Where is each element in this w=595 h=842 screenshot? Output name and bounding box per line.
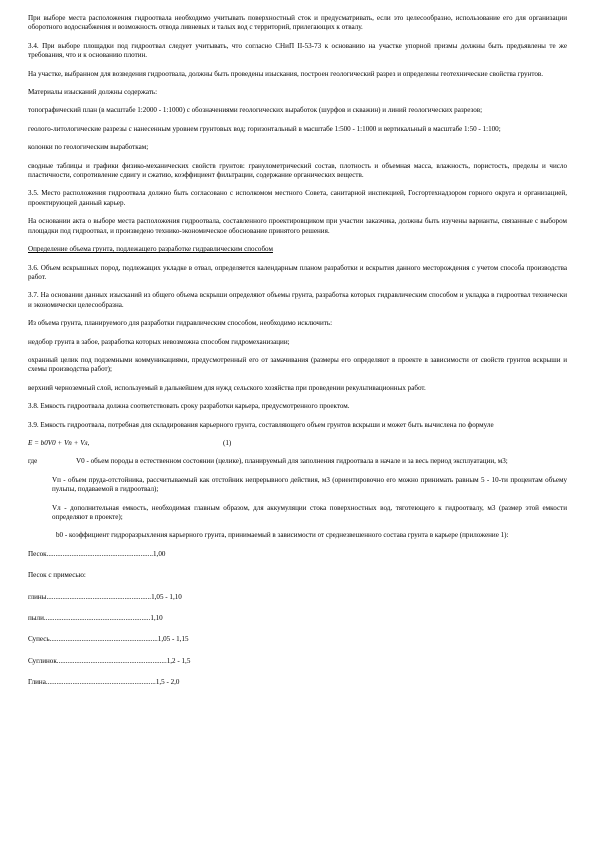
paragraph-surface-runoff: При выборе места расположения гидроотвала необходимо учитывать поверхностный сток и предусматривать, если это целесообразно, использование его для организации оборотного водоснабжения и возможность отвода ливневых и талых вод с территорий, прилегающих к отвалу. [28,14,567,32]
definition-where: где [28,457,38,466]
definition-v0 [28,457,567,466]
definition-v0-text: V0 - объем породы в естественном состоянии (целике), планируемый для заполнения гидроотвала в начале и за весь период эксплуатации, м3; [76,457,508,466]
coefficient-label: Супесь............................................................. [28,635,158,644]
paragraph-3-9: 3.9. Емкость гидроотвала, потребная для складирования карьерного грунта, составляющего объем грунтов вскрыши и может быть вычислена по формуле [28,420,494,429]
coefficient-row [28,550,567,559]
definition-vp: Vп - объем пруда-отстойника, рассчитываемый как отстойник непрерывного действия, м3 (ориентировочно его можно принимать равным 5 - 10-ти процентам объему пульпы, подаваемой в гидроотвал); [52,475,567,494]
coefficient-value: 1,00 [153,549,166,558]
paragraph-shortfall: недобор грунта в забое, разработка которых невозможна способом гидромеханизации; [28,337,290,346]
coefficient-value: 1,05 - 1,15 [157,635,189,644]
coefficient-row [28,614,567,623]
paragraph-3-5: 3.5. Место расположения гидроотвала должно быть согласовано с исполкомом местного Совета, санитарной инспекцией, Госгортехнадзором горного округа и организацией, проектирующей данный карьер. [28,189,567,207]
paragraph-summary-tables: сводные таблицы и графики физико-механических свойств грунтов: гранулометрический состав, плотность и объемная масса, влажность, пористость, пределы и число пластичности, сопротивление сдвигу и сжатию, коэффициент фильтрации, содержание органических веществ. [28,161,567,180]
paragraph-protective-pillar: охранный целик под подземными коммуникациями, предусмотренный его от замачивания (размеры его определяют в проекте в зависимости от свойств грунтов вскрыши и схемы производства работ); [28,355,567,374]
coefficient-row [28,571,567,580]
paragraph-survey-materials: Материалы изысканий должны содержать: [28,88,158,97]
formula-capacity [28,439,567,448]
paragraph-3-4: 3.4. При выборе площадки под гидроотвал следует учитывать, что согласно СНиП II-53-73 к основанию на участке упорной призмы должны быть предъявлены те же требования, что и к основанию плотин. [28,41,567,60]
coefficient-label: Песок с примесью: [28,571,86,580]
formula-expression: E = b0V0 + Vп + Vл, [28,438,90,447]
coefficient-label: глины........................................................... [28,592,152,601]
coefficient-row [28,678,567,687]
coefficient-value: 1,05 - 1,10 [151,592,182,601]
paragraph-topsoil: верхний черноземный слой, используемый в дальнейшем для нужд сельского хозяйства при проведении рекультивационных работ. [28,383,426,392]
coefficient-row [28,657,567,666]
definition-vl: Vл - дополнительная емкость, необходимая главным образом, для аккумуляции стока поверхностных вод, тяготеющего к гидроотвалу, м3 (размер этой емкости определяют в проекте); [52,503,567,521]
definition-b0: b0 - коэффициент гидроразрыхления карьерного грунта, принимаемый в зависимости от среднезвешенного состава грунта в карьере (приложение 1): [56,531,509,540]
coefficient-label: Суглинок.............................................................. [28,656,167,665]
coefficient-label: Глина.............................................................. [28,678,156,687]
paragraph-topographic-plan: топографический план (в масштабе 1:2000 - 1:1000) с обозначениями геологических выработок (шурфов и скважин) и линий геологических разрезов; [28,106,483,115]
section-heading-volume: Определение объема грунта, подлежащего разработке гидравлическим способом [28,245,273,254]
coefficient-row [28,635,567,644]
coefficient-list [28,550,567,688]
paragraph-3-7: 3.7. На основании данных изысканий из общего объема вскрыши определяют объемы грунта, разработка которых гидравлическим способом и укладка в гидроотвал технически и экономически целесообразна. [28,291,567,309]
paragraph-exclude: Из объема грунта, планируемого для разработки гидравлическим способом, необходимо исключить: [28,319,333,328]
coefficient-label: пыли............................................................ [28,614,151,623]
coefficient-value: 1,10 [150,614,163,623]
paragraph-site-selection-act: На основании акта о выборе места расположения гидроотвала, составленного проектировщиком при участии заказчика, должны быть изучены варианты, связанные с выбором площадки под гидроотвал, и произведено технико-экономическое обоснование принятого решения. [28,217,567,235]
paragraph-geological-sections: геолого-литологические разрезы с нанесенным уровнем грунтовых вод; горизонтальный в масштабе 1:500 - 1:1000 и вертикальный в масштабе 1:50 - 1:100; [28,124,501,133]
coefficient-row [28,593,567,602]
coefficient-value: 1,5 - 2,0 [155,678,180,687]
coefficient-label: Песок............................................................ [28,549,153,558]
formula-number: (1) [223,438,232,447]
paragraph-3-6: 3.6. Объем вскрышных пород, подлежащих укладке в отвал, определяется календарным планом разработки и вскрытия данного месторождения с учетом способа производства работ. [28,263,567,281]
paragraph-surveys: На участке, выбранном для возведения гидроотвала, должны быть проведены изыскания, построен геологический разрез и определены геотехнические свойства грунтов. [28,69,544,78]
paragraph-3-8: 3.8. Емкость гидроотвала должна соответствовать сроку разработки карьера, предусмотренного проектом. [28,402,350,411]
coefficient-value: 1,2 - 1,5 [166,656,191,665]
paragraph-columns: колонки по геологическим выработкам; [28,143,149,152]
